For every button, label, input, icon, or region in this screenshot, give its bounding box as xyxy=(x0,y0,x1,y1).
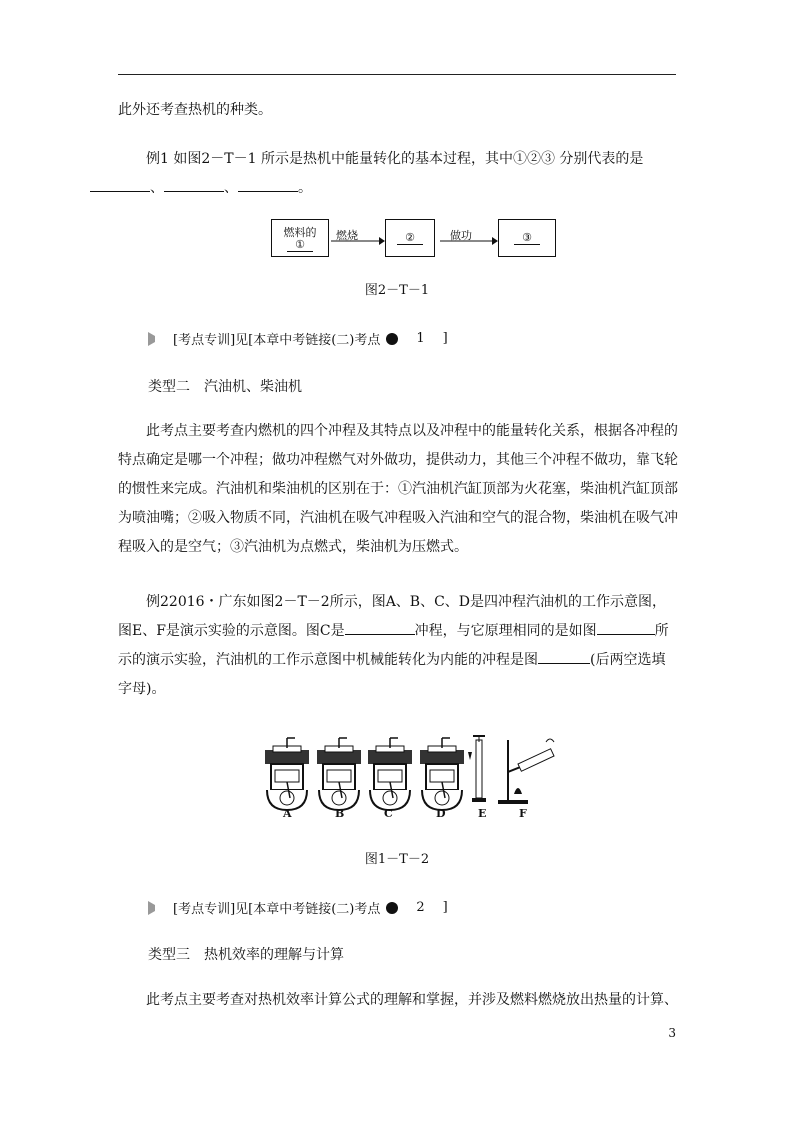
type-3-paragraph: 此考点主要考查对热机效率计算公式的理解和掌握，并涉及燃料燃烧放出热量的计算、 xyxy=(146,992,678,1008)
sentence-end: 。 xyxy=(298,180,312,196)
label-f: F xyxy=(519,807,527,820)
answer-blank-3[interactable] xyxy=(238,177,298,192)
separator: 、 xyxy=(150,180,164,196)
flow-box-fuel xyxy=(271,219,329,257)
type-2-paragraph: 此考点主要考查内燃机的四个冲程及其特点以及冲程中的能量转化关系，根据各冲程的特点确定是哪一个冲程；做功冲程燃气对外做功，提供动力，其他三个冲程不做功，靠飞轮的惯性来完成。汽油机和柴油机的区别在于：①汽油机汽缸顶部为火花塞，柴油机汽缸顶部为喷油嘴；②吸入物质不同，汽油机在吸气冲程吸入汽油和空气的混合物，柴油机在吸气冲程吸入的是空气；③汽油机为点燃式，柴油机为压燃式。 xyxy=(118,423,678,555)
header-rule xyxy=(118,74,676,75)
example-1 xyxy=(118,145,678,203)
flow-arrow-1-label: 燃烧 xyxy=(336,229,358,242)
flow-box-3-number: ③ xyxy=(499,231,555,245)
study-note-1 xyxy=(148,329,448,348)
label-d: D xyxy=(436,807,446,820)
page-number: 3 xyxy=(668,1026,676,1040)
note-2-close: ] xyxy=(442,900,448,915)
flow-box-3 xyxy=(498,219,556,257)
flow-box-fuel-label: 燃料的 xyxy=(283,226,317,239)
study-note-2 xyxy=(148,898,448,917)
label-c: C xyxy=(384,807,393,820)
example-1-text: 例1 如图2－T－1 所示是热机中能量转化的基本过程，其中①②③ 分别代表的是 xyxy=(146,151,644,167)
note-marker-icon xyxy=(148,332,155,346)
answer-blank-4[interactable] xyxy=(345,620,415,635)
flow-arrow-1 xyxy=(329,236,385,246)
answer-blank-2[interactable] xyxy=(164,177,224,192)
answer-blank-1[interactable] xyxy=(90,177,150,192)
flow-box-fuel-number: ① xyxy=(272,238,328,252)
note-1-text: [考点专训]见[本章中考链接(二)考点 xyxy=(173,333,381,348)
type-3-heading: 类型三 热机效率的理解与计算 xyxy=(148,947,344,963)
bullet-dot-icon xyxy=(386,902,398,914)
label-b: B xyxy=(335,807,345,820)
answer-blank-6[interactable] xyxy=(538,649,590,664)
flow-box-2 xyxy=(385,219,435,257)
note-1-number: 1 xyxy=(416,331,425,346)
figure-1-caption: 图2－T－1 xyxy=(364,283,430,298)
separator: 、 xyxy=(224,180,238,196)
note-1-close: ] xyxy=(442,331,448,346)
flow-arrow-2-label: 做功 xyxy=(450,229,472,242)
label-e: E xyxy=(478,807,487,820)
label-a: A xyxy=(283,807,292,820)
intro-line: 此外还考查热机的种类。 xyxy=(118,102,272,118)
bullet-dot-icon xyxy=(386,333,398,345)
note-2-number: 2 xyxy=(416,900,425,915)
figure-2-caption: 图1－T－2 xyxy=(364,852,430,867)
example-2: 例22016・广东如图2－T－2所示，图A、B、C、D是四冲程汽油机的工作示意图，图E、F是演示实验的示意图。图C是 冲程，与它原理相同的是如图 所示的演示实验，汽油机的工作示意图中机械能转化为内能的冲程是图 (后两空选填字母)。 xyxy=(118,594,669,697)
engine-strokes-illustration xyxy=(262,728,562,824)
flow-box-2-number: ② xyxy=(386,231,434,245)
type-2-heading: 类型二 汽油机、柴油机 xyxy=(148,379,302,395)
flow-arrow-2 xyxy=(438,236,498,246)
note-marker-icon xyxy=(148,901,155,915)
answer-blank-5[interactable] xyxy=(597,620,655,635)
note-2-text: [考点专训]见[本章中考链接(二)考点 xyxy=(173,902,381,917)
